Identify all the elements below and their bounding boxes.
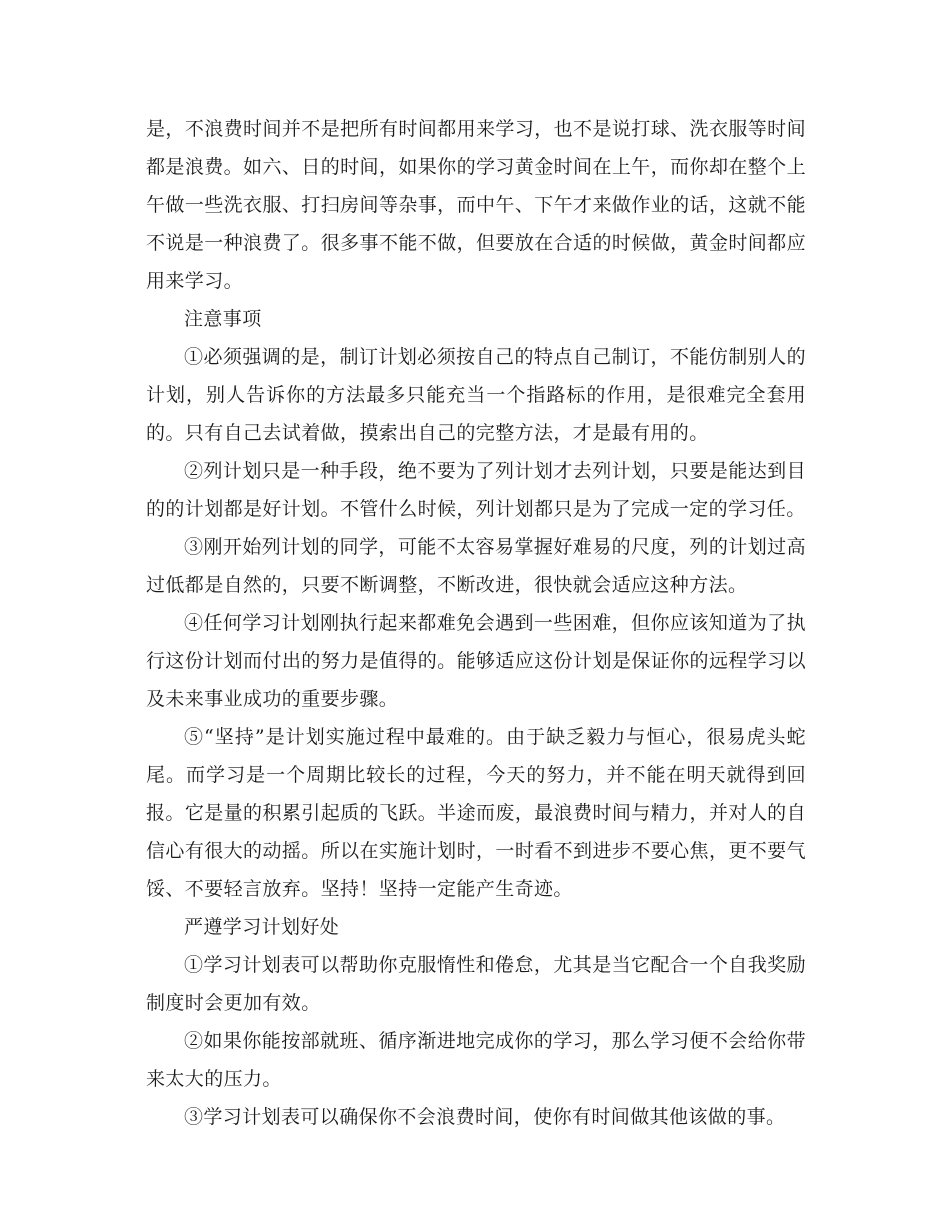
document-body bbox=[146, 110, 806, 1136]
paragraph-note-4: ④任何学习计划刚执行起来都难免会遇到一些困难，但你应该知道为了执行这份计划而付出的努力是值得的。能够适应这份计划是保证你的远程学习以及未来事业成功的重要步骤。 bbox=[146, 612, 806, 710]
paragraph-note-3: ③刚开始列计划的同学，可能不太容易掌握好难易的尺度，列的计划过高过低都是自然的，只要不断调整，不断改进，很快就会适应这种方法。 bbox=[146, 536, 806, 596]
paragraph-benefit-1: ①学习计划表可以帮助你克服惰性和倦怠，尤其是当它配合一个自我奖励制度时会更加有效。 bbox=[146, 954, 806, 1014]
paragraph-benefit-3: ③学习计划表可以确保你不会浪费时间，使你有时间做其他该做的事。 bbox=[184, 1106, 786, 1128]
section-heading-notes: 注意事项 bbox=[184, 308, 262, 330]
paragraph-continued: 是，不浪费时间并不是把所有时间都用来学习，也不是说打球、洗衣服等时间都是浪费。如六、日的时间，如果你的学习黄金时间在上午，而你却在整个上午做一些洗衣服、打扫房间等杂事，而中午、下午才来做作业的话，这就不能不说是一种浪费了。很多事不能不做，但要放在合适的时候做，黄金时间都应用来学习。 bbox=[146, 118, 806, 292]
paragraph-note-1: ①必须强调的是，制订计划必须按自己的特点自己制订，不能仿制别人的计划，别人告诉你的方法最多只能充当一个指路标的作用，是很难完全套用的。只有自己去试着做，摸索出自己的完整方法，才是最有用的。 bbox=[146, 346, 806, 444]
paragraph-note-5: ⑤“坚持”是计划实施过程中最难的。由于缺乏毅力与恒心，很易虎头蛇尾。而学习是一个周期比较长的过程，今天的努力，并不能在明天就得到回报。它是量的积累引起质的飞跃。半途而废，最浪费时间与精力，并对人的自信心有很大的动摇。所以在实施计划时，一时看不到进步不要心焦，更不要气馁、不要轻言放弃。坚持！坚持一定能产生奇迹。 bbox=[146, 726, 806, 900]
paragraph-note-2: ②列计划只是一种手段，绝不要为了列计划才去列计划，只要是能达到目的的计划都是好计划。不管什么时候，列计划都只是为了完成一定的学习任。 bbox=[146, 460, 806, 520]
paragraph-benefit-2: ②如果你能按部就班、循序渐进地完成你的学习，那么学习便不会给你带来太大的压力。 bbox=[146, 1030, 806, 1090]
section-heading-benefits: 严遵学习计划好处 bbox=[184, 916, 340, 938]
